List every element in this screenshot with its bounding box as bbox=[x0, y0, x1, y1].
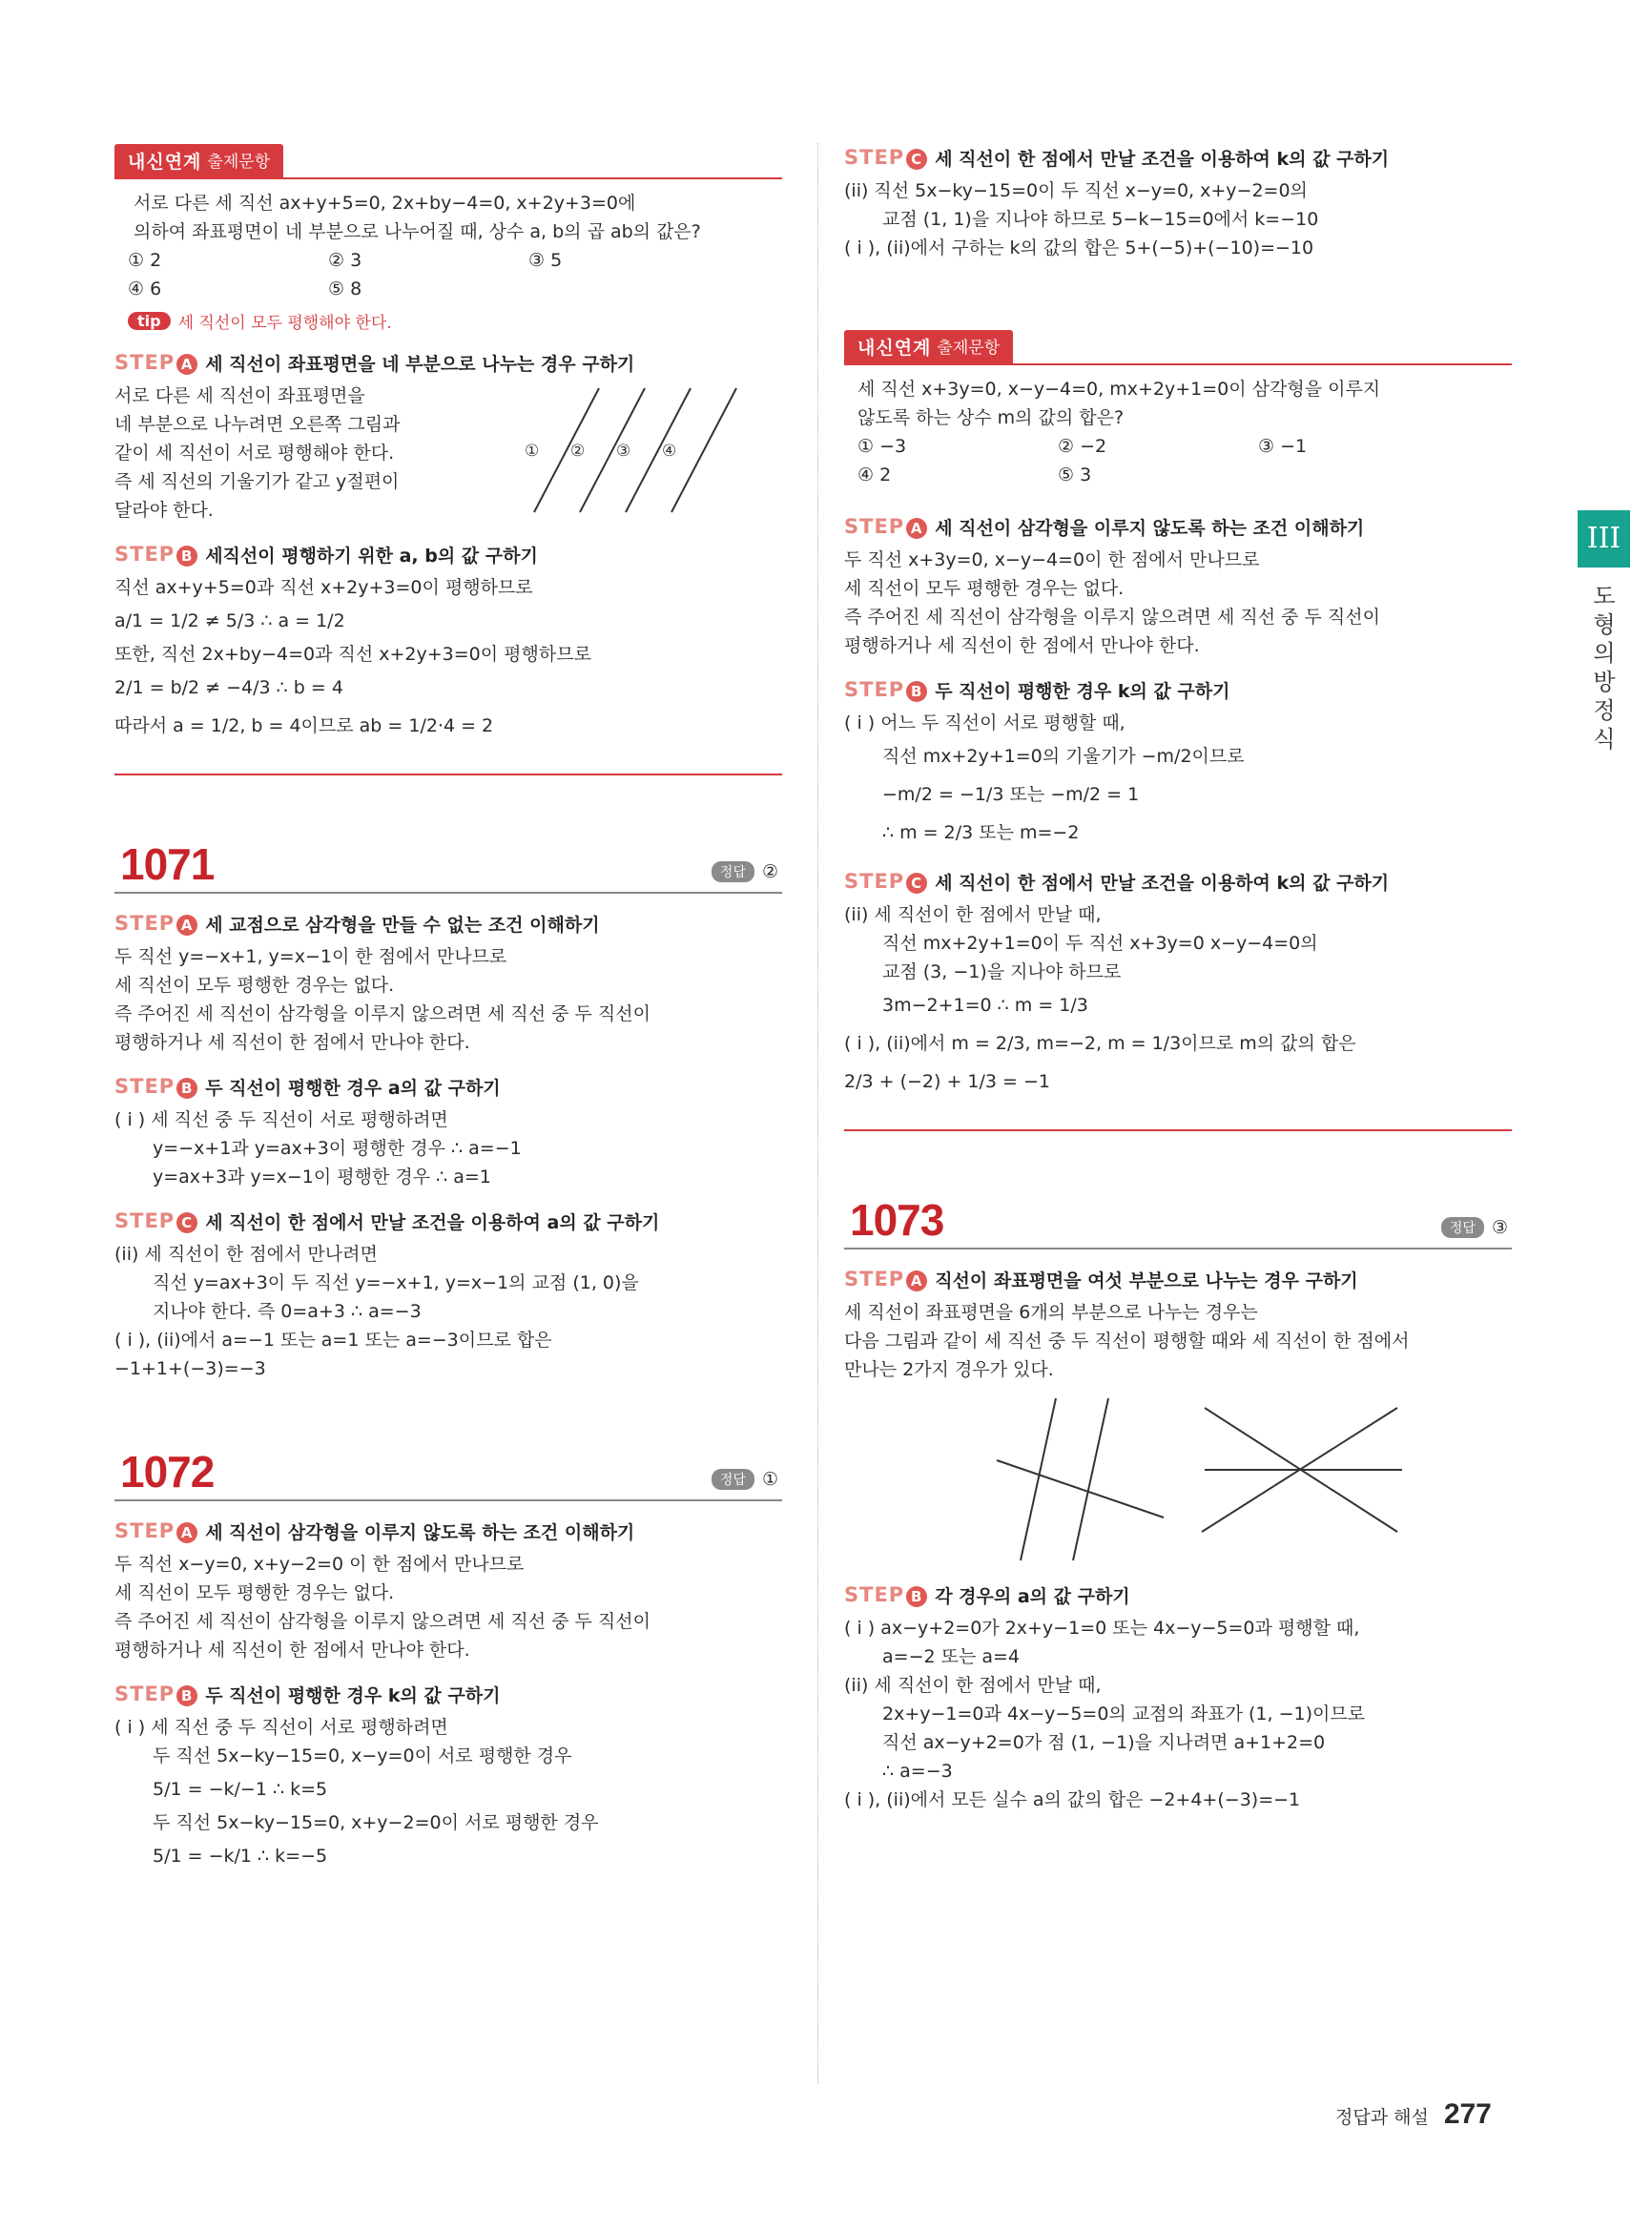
step-label: STEP C bbox=[114, 1209, 197, 1233]
choice: ③ −1 bbox=[1258, 436, 1308, 457]
step-title: 세 직선이 삼각형을 이루지 않도록 하는 조건 이해하기 bbox=[935, 518, 1365, 539]
step-a-header bbox=[114, 911, 782, 937]
text-line: 직선 mx+2y+1=0이 두 직선 x+3y=0 x−y−4=0의 bbox=[882, 933, 1318, 954]
text-line: y=−x+1과 y=ax+3이 평행한 경우 ∴ a=−1 bbox=[153, 1138, 522, 1159]
step-b-header bbox=[114, 1074, 782, 1100]
exam-box-right bbox=[844, 329, 1512, 1131]
step-label: STEP B bbox=[114, 1683, 197, 1706]
text-line: 평행하거나 세 직선이 한 점에서 만나야 한다. bbox=[114, 1640, 470, 1661]
choice: ⑤ 8 bbox=[328, 279, 362, 299]
formula-line: 따라서 a = 1/2, b = 4이므로 ab = 1/2·4 = 2 bbox=[114, 715, 494, 736]
text-line: 두 직선 x−y=0, x+y−2=0 이 한 점에서 만나므로 bbox=[114, 1554, 525, 1575]
text-line: 같이 세 직선이 서로 평행해야 한다. bbox=[114, 443, 395, 464]
figure-label: ③ bbox=[616, 442, 631, 461]
text-line: (ii) 세 직선이 한 점에서 만나려면 bbox=[114, 1244, 378, 1265]
text-line: 두 직선 5x−ky−15=0, x+y−2=0이 서로 평행한 경우 bbox=[153, 1812, 599, 1833]
text-line: 교점 (1, 1)을 지나야 하므로 5−k−15=0에서 k=−10 bbox=[882, 209, 1319, 230]
step-title: 세 직선이 삼각형을 이루지 않도록 하는 조건 이해하기 bbox=[205, 1522, 635, 1543]
step-title: 각 경우의 a의 값 구하기 bbox=[935, 1586, 1130, 1607]
step-c-header bbox=[844, 145, 1512, 171]
text-line: 지나야 한다. 즉 0=a+3 ∴ a=−3 bbox=[153, 1301, 422, 1322]
answer-badge: 정답 bbox=[712, 861, 754, 882]
choice: ⑤ 3 bbox=[1058, 465, 1092, 485]
text-line: 직선 ax−y+2=0가 점 (1, −1)을 지나려면 a+1+2=0 bbox=[882, 1732, 1326, 1753]
text-line: 즉 세 직선의 기울기가 같고 y절편이 bbox=[114, 471, 400, 492]
exam-badge-bar bbox=[844, 329, 1512, 365]
step-title: 두 직선이 평행한 경우 k의 값 구하기 bbox=[935, 681, 1230, 702]
step-title: 세 직선이 좌표평면을 네 부분으로 나누는 경우 구하기 bbox=[205, 354, 635, 375]
step-label: STEP A bbox=[114, 1519, 197, 1543]
text-line: ( i ) 어느 두 직선이 서로 평행할 때, bbox=[844, 712, 1125, 733]
choice: ② 3 bbox=[328, 250, 362, 271]
column-divider bbox=[817, 143, 818, 2084]
question-line: 서로 다른 세 직선 ax+y+5=0, 2x+by−4=0, x+2y+3=0에 bbox=[134, 193, 636, 214]
text-line: 즉 주어진 세 직선이 삼각형을 이루지 않으려면 세 직선 중 두 직선이 bbox=[114, 1611, 650, 1632]
question-line: 의하여 좌표평면이 네 부분으로 나누어질 때, 상수 a, b의 곱 ab의 값은? bbox=[134, 221, 701, 242]
step-a-body bbox=[114, 382, 782, 525]
step-a-header bbox=[114, 350, 782, 376]
answer-value: ③ bbox=[1491, 1217, 1508, 1238]
answer-value: ② bbox=[761, 861, 778, 882]
tip bbox=[128, 309, 782, 333]
step-b-header bbox=[114, 542, 782, 568]
page-footer bbox=[1335, 2098, 1492, 2131]
step-title: 세 직선이 한 점에서 만날 조건을 이용하여 a의 값 구하기 bbox=[205, 1212, 660, 1233]
exam-badge bbox=[114, 144, 283, 177]
answer bbox=[712, 1469, 778, 1490]
chapter-tab: III bbox=[1578, 510, 1630, 568]
question-number: 1073 bbox=[850, 1195, 944, 1245]
step-title: 직선이 좌표평면을 여섯 부분으로 나누는 경우 구하기 bbox=[935, 1270, 1358, 1291]
choice: ③ 5 bbox=[528, 250, 563, 271]
box-bottom-rule bbox=[844, 1129, 1512, 1131]
text-line: ∴ a=−3 bbox=[882, 1761, 953, 1782]
text-line: y=ax+3과 y=x−1이 평행한 경우 ∴ a=1 bbox=[153, 1167, 491, 1187]
question-header-1072 bbox=[114, 1440, 782, 1501]
page-number: 277 bbox=[1443, 2098, 1492, 2130]
formula-line: −m/2 = −1/3 또는 −m/2 = 1 bbox=[882, 784, 1140, 805]
text-line: 즉 주어진 세 직선이 삼각형을 이루지 않으려면 세 직선 중 두 직선이 bbox=[844, 607, 1380, 628]
step-c-header bbox=[844, 869, 1512, 895]
step-title: 세 직선이 한 점에서 만날 조건을 이용하여 k의 값 구하기 bbox=[935, 873, 1390, 894]
text-line: 직선 y=ax+3이 두 직선 y=−x+1, y=x−1의 교점 (1, 0)을 bbox=[153, 1272, 639, 1293]
exam-badge-subtitle: 출제문항 bbox=[207, 153, 271, 172]
text-line: 2x+y−1=0과 4x−y−5=0의 교점의 좌표가 (1, −1)이므로 bbox=[882, 1703, 1366, 1724]
choices bbox=[844, 432, 1512, 489]
formula-line: 3m−2+1=0 ∴ m = 1/3 bbox=[882, 995, 1088, 1016]
text-line: (ii) 직선 5x−ky−15=0이 두 직선 x−y=0, x+y−2=0의 bbox=[844, 180, 1308, 201]
question-number: 1072 bbox=[120, 1447, 215, 1497]
text-line: a=−2 또는 a=4 bbox=[882, 1646, 1021, 1667]
left-column bbox=[114, 143, 782, 1875]
choice: ② −2 bbox=[1058, 436, 1107, 457]
text-line: 평행하거나 세 직선이 한 점에서 만나야 한다. bbox=[114, 1032, 470, 1053]
step-label: STEP C bbox=[844, 870, 927, 894]
text-line: ( i ) ax−y+2=0가 2x+y−1=0 또는 4x−y−5=0과 평행할 때, bbox=[844, 1618, 1360, 1639]
text-line: 세 직선이 모두 평행한 경우는 없다. bbox=[114, 975, 395, 996]
text-line: −1+1+(−3)=−3 bbox=[114, 1358, 266, 1379]
figure-line bbox=[997, 1460, 1164, 1518]
text-line: 교점 (3, −1)을 지나야 하므로 bbox=[882, 961, 1122, 982]
text-line: 달라야 한다. bbox=[114, 500, 214, 521]
text-line: ( i ) 세 직선 중 두 직선이 서로 평행하려면 bbox=[114, 1109, 448, 1130]
figure-line bbox=[1073, 1398, 1108, 1560]
formula-line: ∴ m = 2/3 또는 m=−2 bbox=[882, 822, 1080, 843]
step-title: 두 직선이 평행한 경우 k의 값 구하기 bbox=[205, 1685, 501, 1706]
step-b-header bbox=[844, 677, 1512, 703]
text-line: ( i ), (ii)에서 모든 실수 a의 값의 합은 −2+4+(−3)=−1 bbox=[844, 1789, 1301, 1810]
exam-badge-bar bbox=[114, 143, 782, 179]
exam-badge-title: 내신연계 bbox=[128, 152, 202, 173]
step-a-header bbox=[114, 1518, 782, 1544]
figure-label: ② bbox=[570, 442, 586, 461]
step-label: STEP B bbox=[844, 678, 927, 702]
text-line: 평행하거나 세 직선이 한 점에서 만나야 한다. bbox=[844, 635, 1200, 656]
step-title: 세 교점으로 삼각형을 만들 수 없는 조건 이해하기 bbox=[205, 915, 600, 936]
figure-label: ① bbox=[525, 442, 540, 461]
right-column bbox=[844, 143, 1512, 1814]
text-line: 두 직선 5x−ky−15=0, x−y=0이 서로 평행한 경우 bbox=[153, 1745, 572, 1766]
step-label: STEP A bbox=[844, 1268, 927, 1291]
tip-badge: tip bbox=[128, 312, 171, 330]
step-a-header bbox=[844, 514, 1512, 540]
text-line: (ii) 세 직선이 한 점에서 만날 때, bbox=[844, 904, 1102, 925]
text-line: 세 직선이 모두 평행한 경우는 없다. bbox=[114, 1582, 395, 1603]
formula-line: a/1 = 1/2 ≠ 5/3 ∴ a = 1/2 bbox=[114, 610, 345, 631]
text-line: (ii) 세 직선이 한 점에서 만날 때, bbox=[844, 1675, 1102, 1696]
exam-badge-title: 내신연계 bbox=[857, 338, 932, 359]
text-line: 직선 ax+y+5=0과 직선 x+2y+3=0이 평행하므로 bbox=[114, 577, 533, 598]
text-line: 또한, 직선 2x+by−4=0과 직선 x+2y+3=0이 평행하므로 bbox=[114, 644, 591, 665]
question-header-1073 bbox=[844, 1188, 1512, 1249]
six-regions-figure bbox=[968, 1394, 1407, 1565]
chapter-tab-title: 도형의 방정식 bbox=[1593, 583, 1616, 753]
step-label: STEP B bbox=[114, 543, 197, 567]
step-b-header bbox=[844, 1582, 1512, 1608]
choices bbox=[114, 246, 782, 303]
text-line: 서로 다른 세 직선이 좌표평면을 bbox=[114, 385, 365, 406]
formula-line: ( i ), (ii)에서 m = 2/3, m=−2, m = 1/3이므로 m의 값의 합은 bbox=[844, 1033, 1356, 1054]
exam-badge-subtitle: 출제문항 bbox=[937, 339, 1001, 358]
answer-badge: 정답 bbox=[1441, 1217, 1484, 1238]
choice: ④ 2 bbox=[857, 465, 892, 485]
formula-line: 2/1 = b/2 ≠ −4/3 ∴ b = 4 bbox=[114, 677, 343, 698]
figure-label: ④ bbox=[662, 442, 677, 461]
text-line: 세 직선이 좌표평면을 6개의 부분으로 나누는 경우는 bbox=[844, 1302, 1258, 1323]
question-number: 1071 bbox=[120, 839, 215, 889]
answer bbox=[1441, 1217, 1508, 1238]
formula-line: 5/1 = −k/−1 ∴ k=5 bbox=[153, 1779, 328, 1800]
step-label: STEP B bbox=[114, 1075, 197, 1099]
text-line: 두 직선 y=−x+1, y=x−1이 한 점에서 만나므로 bbox=[114, 946, 507, 967]
step-label: STEP A bbox=[114, 912, 197, 936]
answer-value: ① bbox=[761, 1469, 778, 1490]
choice: ① −3 bbox=[857, 436, 907, 457]
footer-text: 정답과 해설 bbox=[1335, 2107, 1429, 2128]
step-label: STEP B bbox=[844, 1583, 927, 1607]
step-a-header bbox=[844, 1267, 1512, 1292]
step-b-header bbox=[114, 1682, 782, 1707]
step-title: 세직선이 평행하기 위한 a, b의 값 구하기 bbox=[205, 546, 538, 567]
step-label: STEP C bbox=[844, 146, 927, 170]
step-c-header bbox=[114, 1208, 782, 1234]
text-line: ( i ), (ii)에서 구하는 k의 값의 합은 5+(−5)+(−10)=−10 bbox=[844, 237, 1314, 258]
answer bbox=[712, 861, 778, 882]
question-line: 않도록 하는 상수 m의 값의 합은? bbox=[857, 407, 1125, 428]
formula-line: 5/1 = −k/1 ∴ k=−5 bbox=[153, 1846, 328, 1867]
question-header-1071 bbox=[114, 833, 782, 894]
exam-box-left bbox=[114, 143, 782, 775]
formula-line: 직선 mx+2y+1=0의 기울기가 −m/2이므로 bbox=[882, 746, 1245, 767]
box-bottom-rule bbox=[114, 774, 782, 775]
answer-badge: 정답 bbox=[712, 1469, 754, 1490]
step-title: 세 직선이 한 점에서 만날 조건을 이용하여 k의 값 구하기 bbox=[935, 149, 1390, 170]
question-line: 세 직선 x+3y=0, x−y−4=0, mx+2y+1=0이 삼각형을 이루지 bbox=[857, 379, 1381, 400]
step-title: 두 직선이 평행한 경우 a의 값 구하기 bbox=[205, 1078, 501, 1099]
exam-badge bbox=[844, 330, 1013, 363]
text-line: 두 직선 x+3y=0, x−y−4=0이 한 점에서 만나므로 bbox=[844, 549, 1260, 570]
choice: ① 2 bbox=[128, 250, 162, 271]
text-line: ( i ) 세 직선 중 두 직선이 서로 평행하려면 bbox=[114, 1717, 448, 1738]
choice: ④ 6 bbox=[128, 279, 162, 299]
text-line: 즉 주어진 세 직선이 삼각형을 이루지 않으려면 세 직선 중 두 직선이 bbox=[114, 1003, 650, 1024]
text-line: 다음 그림과 같이 세 직선 중 두 직선이 평행할 때와 세 직선이 한 점에서 bbox=[844, 1331, 1410, 1352]
text-line: 세 직선이 모두 평행한 경우는 없다. bbox=[844, 578, 1125, 599]
text-line: ( i ), (ii)에서 a=−1 또는 a=1 또는 a=−3이므로 합은 bbox=[114, 1330, 552, 1351]
step-label: STEP A bbox=[844, 515, 927, 539]
formula-line: 2/3 + (−2) + 1/3 = −1 bbox=[844, 1071, 1050, 1092]
text-line: 만나는 2가지 경우가 있다. bbox=[844, 1359, 1054, 1380]
step-label: STEP A bbox=[114, 351, 197, 375]
text-line: 네 부분으로 나누려면 오른쪽 그림과 bbox=[114, 414, 401, 435]
parallel-lines-figure bbox=[525, 383, 754, 517]
tip-text: 세 직선이 모두 평행해야 한다. bbox=[177, 314, 392, 333]
